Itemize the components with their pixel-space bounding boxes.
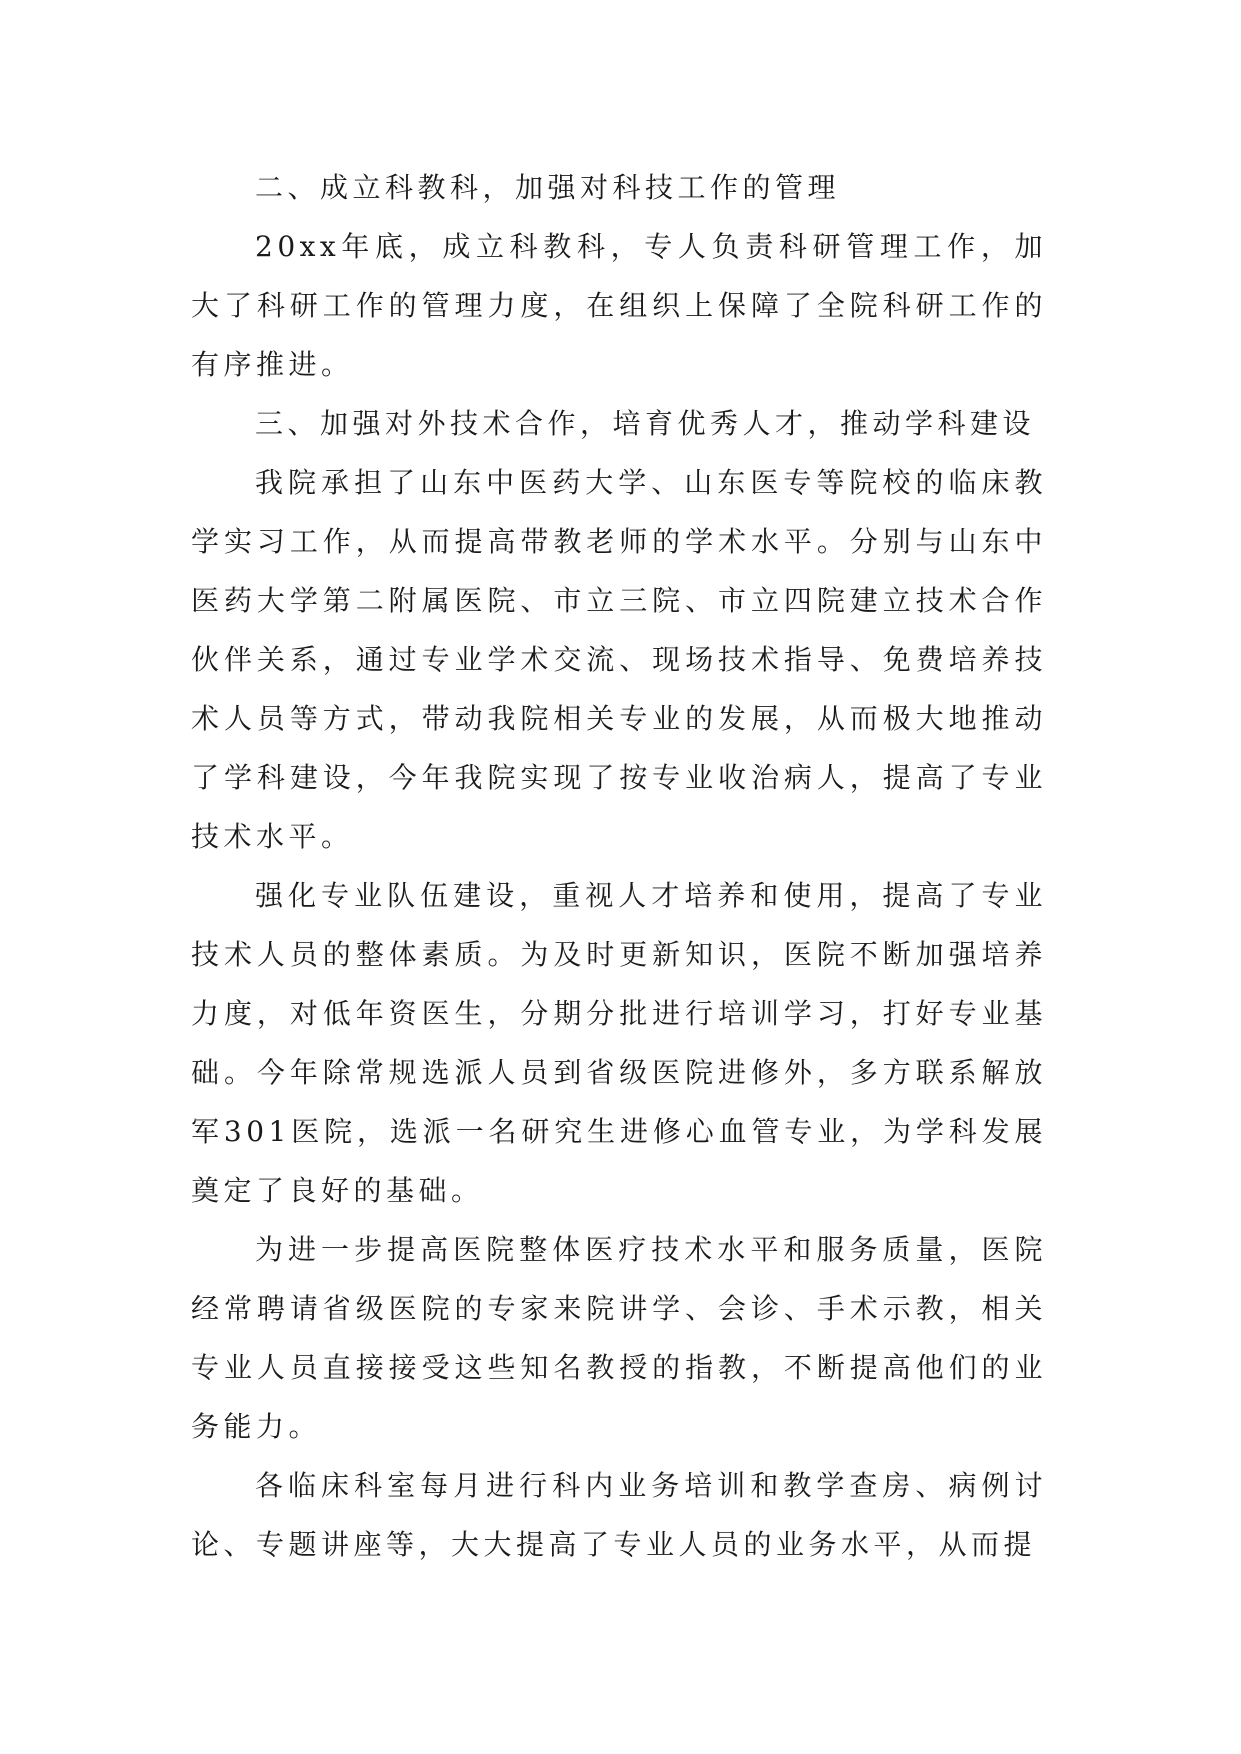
section-heading-2: 二、成立科教科，加强对科技工作的管理 bbox=[255, 171, 841, 204]
paragraph: 为进一步提高医院整体医疗技术水平和服务质量，医院经常聘请省级医院的专家来院讲学、会诊、手术示教，相关专业人员直接接受这些知名教授的指教，不断提高他们的业务能力。 bbox=[191, 1233, 1047, 1443]
section-heading-3: 三、加强对外技术合作，培育优秀人才，推动学科建设 bbox=[255, 407, 1036, 440]
paragraph: 20xx年底，成立科教科，专人负责科研管理工作，加大了科研工作的管理力度，在组织上保障了全院科研工作的有序推进。 bbox=[191, 230, 1047, 381]
paragraph: 各临床科室每月进行科内业务培训和教学查房、病例讨论、专题讲座等，大大提高了专业人员的业务水平，从而提 bbox=[191, 1469, 1047, 1561]
paragraph: 我院承担了山东中医药大学、山东医专等院校的临床教学实习工作，从而提高带教老师的学术水平。分别与山东中医药大学第二附属医院、市立三院、市立四院建立技术合作伙伴关系，通过专业学术交流、现场技术指导、免费培养技术人员等方式，带动我院相关专业的发展，从而极大地推动了学科建设，今年我院实现了按专业收治病人，提高了专业技术水平。 bbox=[191, 466, 1047, 853]
document-body bbox=[191, 158, 1047, 1574]
paragraph: 强化专业队伍建设，重视人才培养和使用，提高了专业技术人员的整体素质。为及时更新知识，医院不断加强培养力度，对低年资医生，分期分批进行培训学习，打好专业基础。今年除常规选派人员到省级医院进修外，多方联系解放军301医院，选派一名研究生进修心血管专业，为学科发展奠定了良好的基础。 bbox=[191, 879, 1047, 1207]
